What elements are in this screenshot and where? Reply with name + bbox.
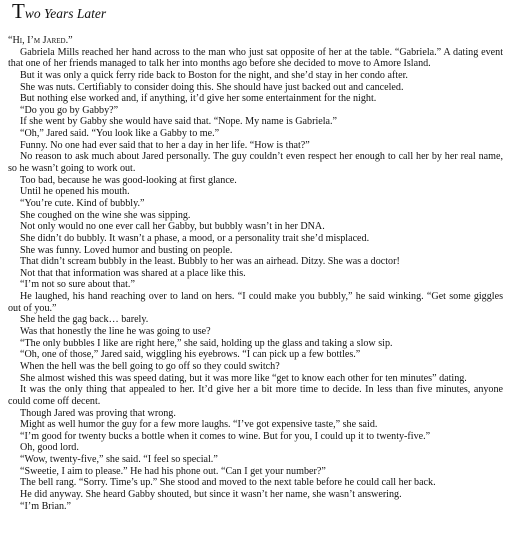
paragraph: If she went by Gabby she would have said that. “Nope. My name is Gabriela.” — [20, 116, 338, 128]
paragraph: “The only bubbles I like are right here,” she said, holding up the glass and taking a slow sip. — [20, 337, 393, 349]
paragraph: She was nuts. Certifiably to consider doing this. She should have just backed out and canceled. — [20, 81, 404, 93]
chapter-heading — [12, 0, 503, 23]
paragraph: “I’m good for twenty bucks a bottle when it comes to wine. But for you, I could up it to twenty-five.” — [20, 430, 431, 442]
paragraph: Too bad, because he was good-looking at first glance. — [20, 174, 237, 186]
paragraph: Oh, good lord. — [20, 442, 79, 454]
paragraph: He did anyway. She heard Gabby shouted, but since it wasn’t her name, she wasn’t answering. — [20, 488, 402, 500]
paragraph: But it was only a quick ferry ride back to Boston for the night, and she’d stay in her condo after. — [20, 69, 408, 81]
paragraph: “Wow, twenty-five,” she said. “I feel so special.” — [20, 454, 218, 466]
paragraph: When the hell was the bell going to go off so they could switch? — [20, 360, 280, 372]
chapter-heading-initial: T — [12, 0, 25, 23]
paragraph: “I’m not so sure about that.” — [20, 279, 135, 291]
paragraph: “Oh,” Jared said. “You look like a Gabby to me.” — [20, 128, 220, 140]
paragraph: Until he opened his mouth. — [20, 186, 130, 198]
opening-line — [8, 35, 503, 47]
paragraph: Not that that information was shared at a place like this. — [20, 267, 246, 279]
paragraph: The bell rang. “Sorry. Time’s up.” She stood and moved to the next table before he could call her back. — [20, 477, 436, 489]
chapter-heading-rest: wo Years Later — [24, 6, 107, 21]
paragraph: “Do you go by Gabby?” — [20, 104, 119, 116]
paragraph: Funny. No one had ever said that to her a day in her life. “How is that?” — [20, 139, 310, 151]
paragraph: She almost wished this was speed dating, but it was more like “get to know each other for ten minutes” dating. — [20, 372, 467, 384]
paragraph: He laughed, his hand reaching over to land on hers. “I could make you bubbly,” he said winking. “Get some giggles out of you.” — [8, 291, 503, 314]
paragraph: It was the only thing that appealed to her. It’d give her a bit more time to decide. In less than five minutes, anyone could come off decent. — [8, 384, 503, 407]
paragraph: “Oh, one of those,” Jared said, wiggling his eyebrows. “I can pick up a few bottles.” — [20, 349, 361, 361]
paragraph: Though Jared was proving that wrong. — [20, 407, 176, 419]
paragraph: She didn’t do bubbly. It wasn’t a phase, a mood, or a personality trait she’d misplaced. — [20, 232, 370, 244]
paragraph: She held the gag back… barely. — [20, 314, 149, 326]
paragraph: No reason to ask much about Jared personally. The guy couldn’t even respect her enough to call her by her real name, so he wasn’t going to work out. — [8, 151, 503, 175]
paragraph: That didn’t scream bubbly in the least. Bubbly to her was an airhead. Ditzy. She was a doctor! — [20, 256, 400, 268]
paragraph: Was that honestly the line he was going to use? — [20, 326, 211, 338]
paragraph: Gabriela Mills reached her hand across to the man who just sat opposite of her at the table. “Gabriela.” A dating event that one of her friends managed to talk her into months ago before she decided to move to Amore Island. — [8, 46, 503, 70]
paragraph: She coughed on the wine she was sipping. — [20, 209, 191, 221]
opening-line-smallcaps: “Hi, I’m Jared.” — [8, 35, 73, 46]
paragraph: “Sweetie, I aim to please.” He had his phone out. “Can I get your number?” — [20, 465, 326, 477]
paragraph: “You’re cute. Kind of bubbly.” — [20, 197, 145, 209]
paragraph: “I’m Brian.” — [20, 500, 72, 512]
paragraph: She was funny. Loved humor and busting on people. — [20, 244, 233, 256]
paragraph: But nothing else worked and, if anything, it’d give her some entertainment for the night. — [20, 93, 377, 105]
chapter-body — [8, 35, 503, 512]
paragraph: Might as well humor the guy for a few more laughs. “I’ve got expensive taste,” she said. — [20, 419, 378, 431]
paragraph: Not only would no one ever call her Gabby, but bubbly wasn’t in her DNA. — [20, 221, 325, 233]
